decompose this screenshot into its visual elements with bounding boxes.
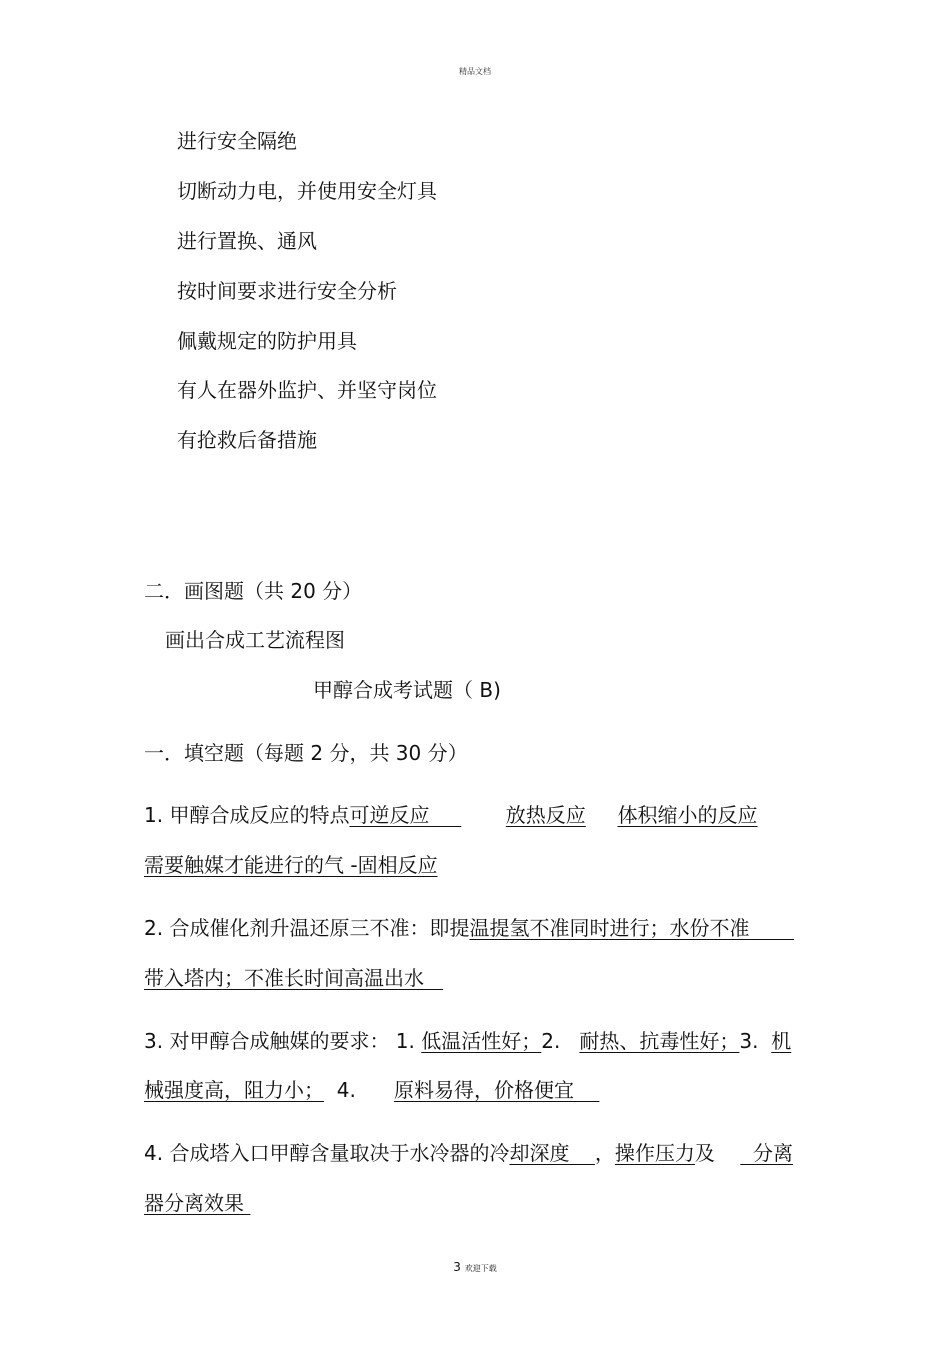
page-number: 3 [453,1260,461,1274]
question-text: 3. 对甲醇合成触媒的要求： 1. [144,1029,415,1053]
question-3-line-1 [144,1029,791,1053]
list-item: 佩戴规定的防护用具 [177,329,357,353]
question-2-line-2 [144,966,443,990]
answer-blank: 分离 [753,1141,794,1165]
list-item: 进行置换、通风 [177,229,317,253]
answer-blank: 器分离效果 [144,1191,244,1215]
question-text: 及 [694,1141,715,1165]
question-1-line-2 [144,853,438,877]
answer-blank: 不准长时间高温出水 [244,966,424,990]
answer-blank: 耐热、抗毒性好； [579,1029,740,1053]
answer-blank: 械强度高，阻力小； [144,1078,324,1102]
question-text: 3. [739,1029,759,1053]
list-item: 按时间要求进行安全分析 [177,279,397,303]
answer-blank: 带入塔内； [144,966,244,990]
question-4-line-2 [144,1191,250,1215]
exam-title: 甲醇合成考试题（ B) [313,678,501,702]
answer-blank: 温提氢不准同时进行；水份不准 [469,916,750,940]
answer-blank: 可逆反应 [349,803,430,827]
section-heading-drawing: 二．画图题（共 20 分） [144,579,363,603]
list-item: 有人在器外监护、并坚守岗位 [177,378,437,402]
question-text: ， [594,1141,615,1165]
answer-blank: 机 [771,1029,792,1053]
answer-blank: 低温活性好； [421,1029,542,1053]
question-text: 2. [541,1029,561,1053]
answer-blank: 放热反应 [505,803,586,827]
footer-text: 欢迎下载 [464,1264,497,1273]
question-4-line-1 [144,1141,793,1165]
question-2-line-1 [144,916,794,940]
question-text: 4. [336,1078,356,1102]
answer-blank: 体积缩小的反应 [617,803,758,827]
list-item: 有抢救后备措施 [177,428,317,452]
page-footer [0,1260,950,1274]
drawing-instruction: 画出合成工艺流程图 [165,628,345,652]
question-1-line-1 [144,803,758,827]
question-3-line-2 [144,1078,599,1102]
list-item: 进行安全隔绝 [177,129,297,153]
answer-blank: 需要触媒才能进行的气 -固相反应 [144,853,438,877]
list-item: 切断动力电，并使用安全灯具 [177,179,437,203]
answer-blank: 原料易得，价格便宜 [393,1078,574,1102]
answer-blank: 操作压力 [614,1141,695,1165]
question-text: 1. 甲醇合成反应的特点 [144,803,350,827]
page-header: 精品文档 [459,67,491,76]
section-heading-fill-blank: 一．填空题（每题 2 分，共 30 分） [144,741,468,765]
question-text: 2. 合成催化剂升温还原三不准：即提 [144,916,470,940]
question-text: 4. 合成塔入口甲醇含量取决于水冷器的冷 [144,1141,510,1165]
answer-blank: 却深度 [509,1141,570,1165]
